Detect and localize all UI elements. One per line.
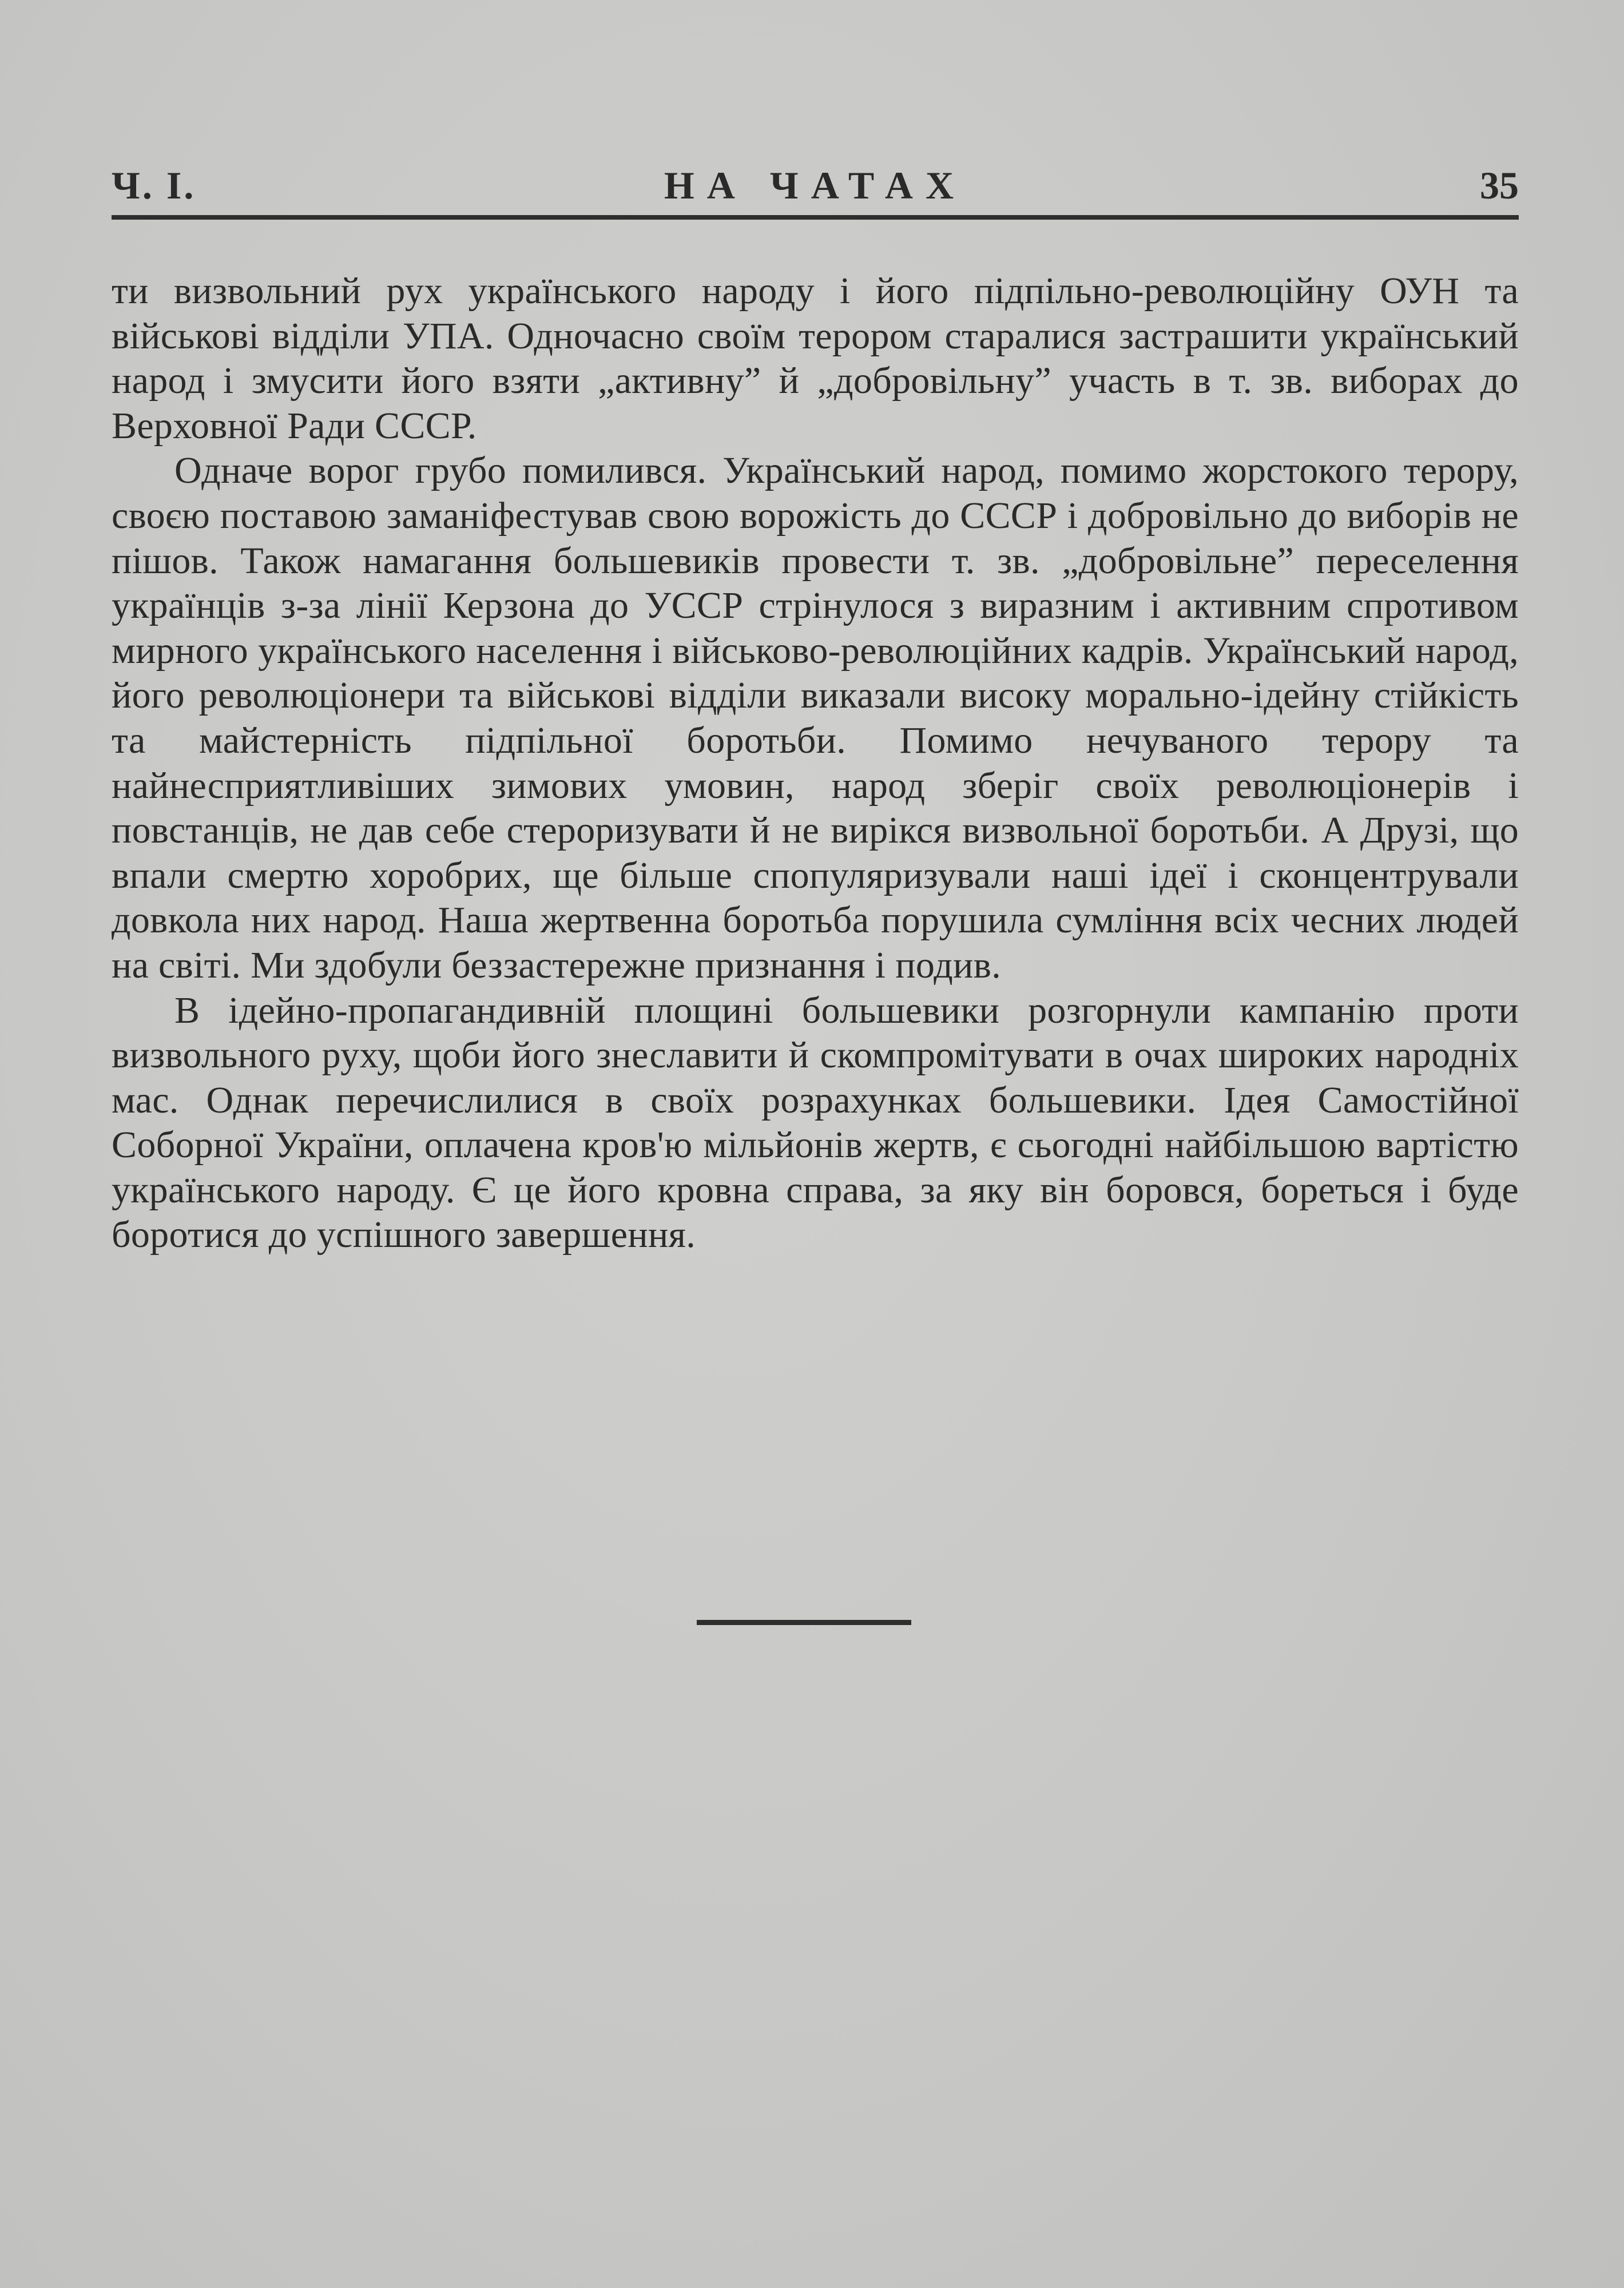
paragraph: В ідейно-пропагандивній площині большевики розгорнули кампанію проти визвольного руху, щоби його знеславити й скомпромітувати в очах широких народніх мас. Однак перечислилися в своїх розрахунках большевики. Ідея Самостійної Соборної України, оплачена кров'ю мільйонів жертв, є сьогодні найбільшою вартістю українського народу. Є це його кровна справа, за яку він боровся, бореться і буде боротися до успішного завершення. bbox=[112, 989, 1519, 1256]
chapter-label: Ч. I. bbox=[112, 164, 196, 207]
paragraph: Одначе ворог грубо помилився. Український народ, помимо жорстокого терору, своєю поставою заманіфестував свою ворожість до СССР і добровільно до виборів не пішов. Також намагання большевиків провести т. зв. „добровільне” переселення українців з-за лінії Керзона до УССР стрінулося з виразним і активним спротивом мирного українського населення і військово-революційних кадрів. Український народ, його революціонери та військові відділи виказали високу морально-ідейну стійкість та майстерність підпільної боротьби. Помимо нечуваного терору та найнесприятливіших зимових умовин, народ зберіг своїх революціонерів і повстанців, не дав себе стероризувати й не вирікся визвольної боротьби. А Друзі, що впали смертю хоробрих, ще більше спопуляризували наші ідеї і сконцентрували довкола них народ. Наша жертвенна боротьба порушила сумління всіх чесних людей на світі. Ми здобули беззастережне признання і подив. bbox=[112, 450, 1519, 986]
paragraph-continuation: ти визвольний рух українського народу і його підпільно-революційну ОУН та військові відділи УПА. Одночасно своїм терором старалися застрашити український народ і змусити його взяти „активну” й „добровільну” участь в т. зв. виборах до Верховної Ради СССР. bbox=[112, 270, 1519, 447]
body-text bbox=[112, 269, 1519, 1258]
running-header bbox=[112, 163, 1519, 214]
running-title: НА ЧАТАХ bbox=[664, 164, 967, 207]
section-end-divider bbox=[697, 1620, 911, 1625]
header-divider bbox=[112, 215, 1519, 220]
page-number: 35 bbox=[1480, 164, 1519, 207]
